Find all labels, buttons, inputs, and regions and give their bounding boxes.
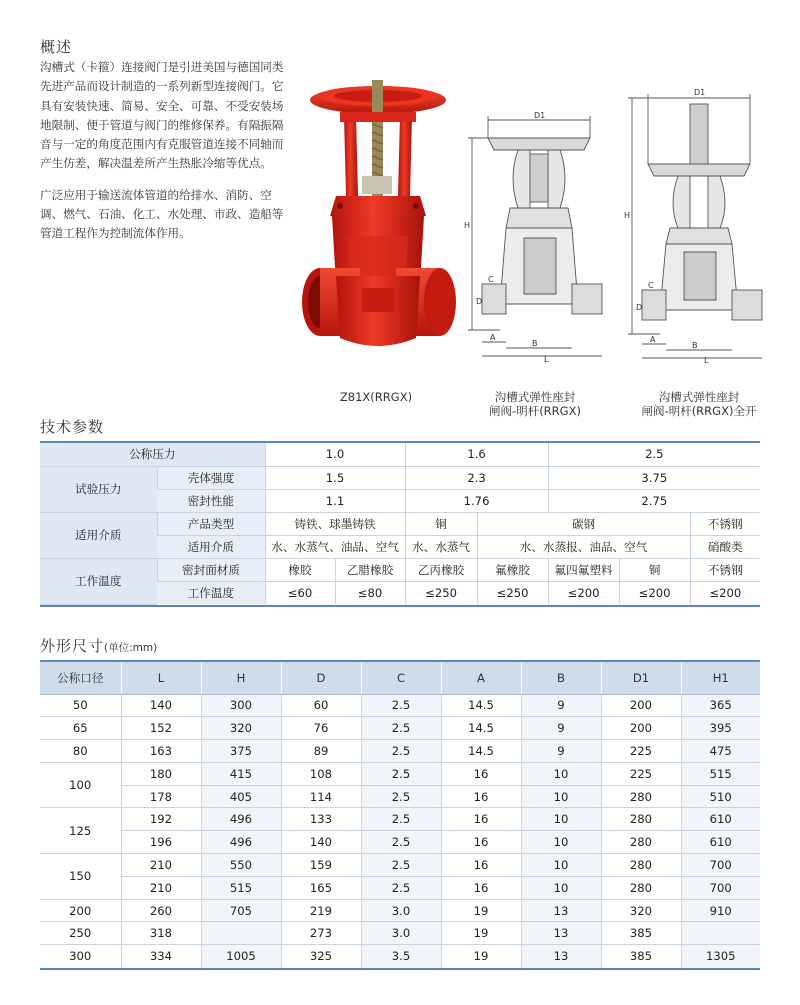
dim2-label-c: C	[648, 281, 654, 290]
table-cell: 152	[121, 717, 201, 740]
table-cell: 163	[121, 740, 201, 763]
label-temperature: 工作温度	[40, 558, 157, 604]
cell: ≤250	[477, 581, 548, 604]
label-shell-strength: 壳体强度	[157, 466, 265, 489]
table-cell: 60	[281, 694, 361, 717]
table-cell: 1305	[681, 945, 760, 968]
label-nominal-pressure: 公称压力	[40, 443, 265, 466]
table-cell: 210	[121, 854, 201, 877]
figure-caption-drawing	[460, 390, 610, 418]
table-cell: 910	[681, 899, 760, 922]
table-cell: 16	[441, 854, 521, 877]
table-cell: 395	[681, 717, 760, 740]
table-cell	[201, 922, 281, 945]
table-cell: 280	[601, 808, 681, 831]
cell: 乙腊橡胶	[335, 558, 405, 581]
dim-label-c: C	[488, 275, 494, 284]
table-cell: 114	[281, 785, 361, 808]
table-cell: 10	[521, 762, 601, 785]
table-cell: 2.5	[361, 717, 441, 740]
table-cell: 89	[281, 740, 361, 763]
table-cell: 180	[121, 762, 201, 785]
dim-label-d1: D1	[534, 111, 546, 120]
table-row	[40, 899, 760, 922]
cell: 2.5	[548, 443, 760, 466]
table-cell: 178	[121, 785, 201, 808]
dimensions-header-row	[40, 662, 760, 694]
cell: 氟橡胶	[477, 558, 548, 581]
label-applicable-medium: 适用介质	[157, 535, 265, 558]
table-cell: 9	[521, 740, 601, 763]
table-cell: 219	[281, 899, 361, 922]
table-cell: 19	[441, 899, 521, 922]
table-cell: 19	[441, 945, 521, 968]
dim-label-b: B	[532, 339, 538, 348]
cell: 水、水蒸报、油品、空气	[477, 535, 690, 558]
table-cell: 10	[521, 876, 601, 899]
cell: 1.5	[265, 466, 405, 489]
table-cell: 2.5	[361, 694, 441, 717]
table-cell: 260	[121, 899, 201, 922]
table-cell: 210	[121, 876, 201, 899]
col-header-dn: 公称口径	[40, 662, 121, 694]
table-cell: 13	[521, 899, 601, 922]
table-cell: 515	[201, 876, 281, 899]
cell: 1.1	[265, 489, 405, 512]
cell: 水、水蒸气	[405, 535, 477, 558]
table-cell: 9	[521, 717, 601, 740]
table-cell: 3.0	[361, 922, 441, 945]
table-cell: 415	[201, 762, 281, 785]
table-cell: 385	[601, 945, 681, 968]
table-cell: 280	[601, 854, 681, 877]
row-nominal-pressure	[40, 443, 760, 466]
table-cell: 16	[441, 876, 521, 899]
table-cell: 200	[601, 717, 681, 740]
nominal-size-cell: 125	[40, 808, 121, 854]
cell: 不锈钢	[690, 512, 760, 535]
table-cell: 14.5	[441, 694, 521, 717]
col-header-d1: D1	[601, 662, 681, 694]
table-cell: 320	[601, 899, 681, 922]
table-row	[40, 922, 760, 945]
label-product-type: 产品类型	[157, 512, 265, 535]
table-cell: 159	[281, 854, 361, 877]
table-cell: 705	[201, 899, 281, 922]
dimensions-table	[40, 660, 760, 970]
row-shell-strength	[40, 466, 760, 489]
cell: ≤200	[619, 581, 690, 604]
nominal-size-cell: 250	[40, 922, 121, 945]
table-cell: 475	[681, 740, 760, 763]
table-row	[40, 876, 760, 899]
table-cell: 2.5	[361, 876, 441, 899]
col-header-h1: H1	[681, 662, 760, 694]
cell: 碳钢	[477, 512, 690, 535]
cell: 不锈钢	[690, 558, 760, 581]
table-cell: 550	[201, 854, 281, 877]
nominal-size-cell: 150	[40, 854, 121, 900]
cell: 3.75	[548, 466, 760, 489]
label-seal-performance: 密封性能	[157, 489, 265, 512]
table-cell: 10	[521, 808, 601, 831]
table-cell: 496	[201, 831, 281, 854]
table-cell: 140	[121, 694, 201, 717]
table-row	[40, 854, 760, 877]
table-cell: 2.5	[361, 854, 441, 877]
table-cell: 385	[601, 922, 681, 945]
table-cell: 108	[281, 762, 361, 785]
dim2-label-d: D	[636, 303, 643, 312]
dim2-label-h: H	[624, 211, 631, 220]
cell: 铜	[619, 558, 690, 581]
table-cell: 375	[201, 740, 281, 763]
dim2-label-d1: D1	[694, 88, 706, 97]
col-header-h: H	[201, 662, 281, 694]
table-cell: 325	[281, 945, 361, 968]
dim2-label-b: B	[692, 341, 698, 350]
table-cell: 16	[441, 785, 521, 808]
table-cell: 320	[201, 717, 281, 740]
dim-label-l: L	[544, 355, 549, 363]
overview-text	[40, 58, 292, 244]
table-cell: 496	[201, 808, 281, 831]
table-cell: 610	[681, 808, 760, 831]
table-row	[40, 945, 760, 968]
nominal-size-cell: 300	[40, 945, 121, 968]
nominal-size-cell: 200	[40, 899, 121, 922]
table-cell: 273	[281, 922, 361, 945]
table-cell: 3.0	[361, 899, 441, 922]
table-cell: 13	[521, 945, 601, 968]
table-row	[40, 785, 760, 808]
table-cell: 610	[681, 831, 760, 854]
table-cell: 3.5	[361, 945, 441, 968]
table-cell: 225	[601, 762, 681, 785]
table-cell: 16	[441, 808, 521, 831]
cell: ≤200	[548, 581, 619, 604]
table-cell: 10	[521, 831, 601, 854]
table-cell: 280	[601, 876, 681, 899]
tech-params-title: 技术参数	[40, 418, 105, 436]
nominal-size-cell: 80	[40, 740, 121, 763]
table-cell: 196	[121, 831, 201, 854]
label-work-temp: 工作温度	[157, 581, 265, 604]
table-row	[40, 694, 760, 717]
cell: 乙丙橡胶	[405, 558, 477, 581]
col-header-d: D	[281, 662, 361, 694]
cell: 2.3	[405, 466, 548, 489]
dim-label-h: H	[464, 221, 471, 230]
col-header-b: B	[521, 662, 601, 694]
valve-photo	[296, 76, 476, 366]
dimensions-title-text: 外形尺寸	[40, 637, 105, 655]
caption-3-line-1: 沟槽式弹性座封	[658, 390, 740, 404]
nominal-size-cell: 50	[40, 694, 121, 717]
valve-drawing-rrgx	[460, 78, 610, 363]
table-cell: 10	[521, 854, 601, 877]
col-header-l: L	[121, 662, 201, 694]
cell: ≤80	[335, 581, 405, 604]
figure-caption-drawing-open	[616, 390, 782, 418]
table-cell: 318	[121, 922, 201, 945]
table-cell: 13	[521, 922, 601, 945]
cell: 1.6	[405, 443, 548, 466]
table-cell: 2.5	[361, 762, 441, 785]
table-cell: 2.5	[361, 785, 441, 808]
cell: 硝酸类	[690, 535, 760, 558]
label-seal-material: 密封面材质	[157, 558, 265, 581]
table-row	[40, 717, 760, 740]
tech-params-table	[40, 441, 760, 607]
cell: 铜	[405, 512, 477, 535]
figure-caption-model: Z81X(RRGX)	[339, 390, 413, 404]
dim2-label-l: L	[704, 356, 709, 363]
table-cell: 300	[201, 694, 281, 717]
cell: 氟四氟塑料	[548, 558, 619, 581]
table-row	[40, 762, 760, 785]
nominal-size-cell: 100	[40, 762, 121, 808]
table-row	[40, 831, 760, 854]
table-cell: 10	[521, 785, 601, 808]
overview-title: 概述	[40, 38, 73, 56]
col-header-a: A	[441, 662, 521, 694]
table-row	[40, 808, 760, 831]
col-header-c: C	[361, 662, 441, 694]
row-seal-material	[40, 558, 760, 581]
table-cell: 16	[441, 762, 521, 785]
table-cell: 280	[601, 831, 681, 854]
table-cell: 225	[601, 740, 681, 763]
table-cell: 165	[281, 876, 361, 899]
cell: 橡胶	[265, 558, 335, 581]
dim-label-a: A	[490, 333, 496, 342]
table-cell: 200	[601, 694, 681, 717]
table-cell: 1005	[201, 945, 281, 968]
cell: 铸铁、球墨铸铁	[265, 512, 405, 535]
cell: 1.76	[405, 489, 548, 512]
valve-drawing-rrgx-open	[620, 78, 770, 363]
table-cell: 700	[681, 854, 760, 877]
table-cell: 133	[281, 808, 361, 831]
overview-paragraph-2: 广泛应用于输送流体管道的给排水、消防、空调、燃气、石油、化工、水处理、市政、造船等管道工程作为控制流体作用。	[40, 187, 284, 241]
table-cell	[681, 922, 760, 945]
table-cell: 2.5	[361, 740, 441, 763]
table-cell: 515	[681, 762, 760, 785]
table-cell: 192	[121, 808, 201, 831]
cell: 1.0	[265, 443, 405, 466]
label-medium: 适用介质	[40, 512, 157, 558]
table-row	[40, 740, 760, 763]
table-cell: 9	[521, 694, 601, 717]
table-cell: 2.5	[361, 808, 441, 831]
row-product-type	[40, 512, 760, 535]
dimensions-title	[40, 635, 157, 656]
table-cell: 280	[601, 785, 681, 808]
table-cell: 365	[681, 694, 760, 717]
cell: ≤200	[690, 581, 760, 604]
cell: ≤60	[265, 581, 335, 604]
dimensions-unit: (单位:mm)	[104, 642, 158, 654]
cell: ≤250	[405, 581, 477, 604]
table-cell: 76	[281, 717, 361, 740]
table-cell: 2.5	[361, 831, 441, 854]
table-cell: 16	[441, 831, 521, 854]
cell: 水、水蒸气、油品、空气	[265, 535, 405, 558]
nominal-size-cell: 65	[40, 717, 121, 740]
table-cell: 140	[281, 831, 361, 854]
label-test-pressure: 试验压力	[40, 466, 157, 512]
table-cell: 510	[681, 785, 760, 808]
overview-paragraph-1: 沟槽式（卡箍）连接阀门是引进美国与德国同类先进产品而设计制造的一系列新型连接阀门。它具有安装快速、简易、安全、可靠、不受安装场地限制、便于管道与阀门的维修保养。有隔振隔音与一定的角度范围内有克服管道连接不同轴而产生仿差，解决温差所产生热胀冷缩等优点。	[40, 60, 284, 171]
table-cell: 14.5	[441, 740, 521, 763]
table-cell: 334	[121, 945, 201, 968]
table-cell: 14.5	[441, 717, 521, 740]
caption-2-line-2: 闸阀-明杆(RRGX)	[489, 404, 581, 418]
caption-2-line-1: 沟槽式弹性座封	[494, 390, 576, 404]
cell: 2.75	[548, 489, 760, 512]
caption-3-line-2: 闸阀-明杆(RRGX)全开	[641, 404, 757, 418]
dim-label-d: D	[476, 297, 483, 306]
table-cell: 405	[201, 785, 281, 808]
table-cell: 19	[441, 922, 521, 945]
dim2-label-a: A	[650, 335, 656, 344]
table-cell: 700	[681, 876, 760, 899]
